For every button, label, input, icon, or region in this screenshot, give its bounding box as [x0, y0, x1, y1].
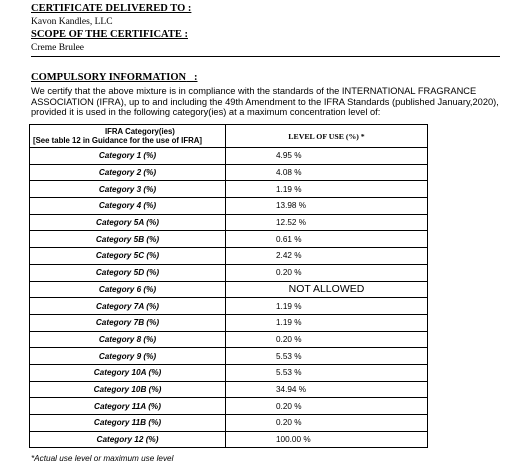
category-column-header: IFRA Category(ies) [See table 12 in Guidance for the use of IFRA]	[30, 125, 226, 148]
category-cell: Category 9 (%)	[30, 348, 226, 365]
table-header-row	[30, 125, 428, 148]
footnote: *Actual use level or maximum use level	[31, 454, 174, 463]
statement-line-3: provided it is used in the following category(ies) at a maximum concentration level of:	[31, 107, 381, 118]
category-cell: Category 7B (%)	[30, 314, 226, 331]
category-cell: Category 11B (%)	[30, 415, 226, 432]
category-cell: Category 1 (%)	[30, 148, 226, 165]
level-cell: 1.19 %	[226, 298, 428, 315]
ifra-category-table	[29, 124, 428, 448]
level-cell: 0.20 %	[226, 398, 428, 415]
table-row	[30, 364, 428, 381]
divider	[31, 56, 500, 57]
product-name: Creme Brulee	[31, 43, 85, 53]
category-cell: Category 10A (%)	[30, 364, 226, 381]
category-cell: Category 11A (%)	[30, 398, 226, 415]
table-row	[30, 348, 428, 365]
table-row	[30, 164, 428, 181]
table-row	[30, 148, 428, 165]
table-row	[30, 381, 428, 398]
table-row	[30, 314, 428, 331]
level-cell: 4.95 %	[226, 148, 428, 165]
category-cell: Category 12 (%)	[30, 431, 226, 448]
level-cell: 5.53 %	[226, 364, 428, 381]
category-cell: Category 8 (%)	[30, 331, 226, 348]
level-cell: 1.19 %	[226, 181, 428, 198]
level-cell: 34.94 %	[226, 381, 428, 398]
category-cell: Category 2 (%)	[30, 164, 226, 181]
certificate-delivered-label: CERTIFICATE DELIVERED TO :	[31, 3, 192, 14]
table-row	[30, 248, 428, 265]
category-cell: Category 5D (%)	[30, 264, 226, 281]
table-row	[30, 264, 428, 281]
category-cell: Category 10B (%)	[30, 381, 226, 398]
level-cell: 0.20 %	[226, 264, 428, 281]
level-cell: NOT ALLOWED	[226, 281, 428, 298]
level-cell: 0.20 %	[226, 331, 428, 348]
category-cell: Category 7A (%)	[30, 298, 226, 315]
category-cell: Category 5C (%)	[30, 248, 226, 265]
table-row	[30, 181, 428, 198]
level-cell: 2.42 %	[226, 248, 428, 265]
category-cell: Category 5A (%)	[30, 214, 226, 231]
level-cell: 12.52 %	[226, 214, 428, 231]
table-row	[30, 431, 428, 448]
level-cell: 5.53 %	[226, 348, 428, 365]
category-cell: Category 5B (%)	[30, 231, 226, 248]
level-cell: 100.00 %	[226, 431, 428, 448]
table-row	[30, 415, 428, 432]
table-row	[30, 281, 428, 298]
level-cell: 4.08 %	[226, 164, 428, 181]
table-row	[30, 331, 428, 348]
table-row	[30, 198, 428, 215]
certification-statement	[31, 86, 501, 118]
table-row	[30, 398, 428, 415]
category-cell: Category 4 (%)	[30, 198, 226, 215]
statement-line-1: We certify that the above mixture is in compliance with the standards of the INTERNATIONAL FRAGRANCE	[31, 86, 477, 96]
level-cell: 13.98 %	[226, 198, 428, 215]
customer-name: Kavon Kandles, LLC	[31, 17, 113, 27]
level-cell: 1.19 %	[226, 314, 428, 331]
level-column-header: LEVEL OF USE (%) *	[226, 125, 428, 148]
statement-line-2: ASSOCIATION (IFRA), up to and including the 49th Amendment to the IFRA Standards (published January,2020),	[31, 96, 499, 107]
compulsory-info-label: COMPULSORY INFORMATION :	[31, 72, 198, 83]
table-row	[30, 298, 428, 315]
scope-label: SCOPE OF THE CERTIFICATE :	[31, 29, 188, 40]
level-cell: 0.61 %	[226, 231, 428, 248]
category-cell: Category 6 (%)	[30, 281, 226, 298]
level-cell: 0.20 %	[226, 415, 428, 432]
category-cell: Category 3 (%)	[30, 181, 226, 198]
table-row	[30, 214, 428, 231]
table-row	[30, 231, 428, 248]
